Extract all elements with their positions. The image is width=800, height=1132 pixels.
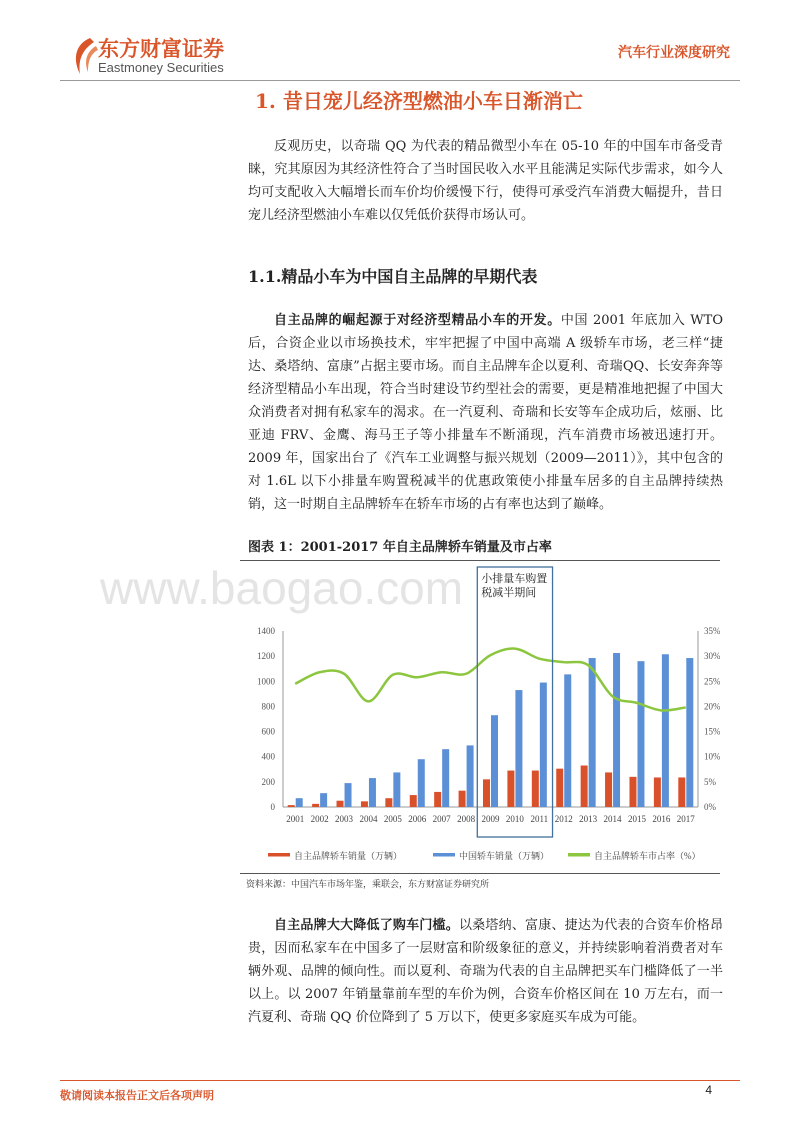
y2-tick-label: 25% — [704, 676, 720, 687]
y-tick-label: 1000 — [257, 676, 275, 687]
legend-label: 自主品牌轿车销量（万辆） — [294, 851, 403, 861]
legend-swatch — [268, 853, 290, 857]
chart — [240, 561, 720, 873]
x-tick-label: 2001 — [286, 814, 305, 824]
x-tick-label: 2013 — [579, 814, 598, 824]
bar-china-sales — [320, 793, 327, 807]
bar-china-sales — [369, 778, 376, 807]
bar-china-sales — [442, 749, 449, 807]
x-tick-label: 2003 — [335, 814, 354, 824]
bar-china-sales — [418, 759, 425, 807]
y-tick-label: 1200 — [257, 651, 275, 662]
y2-tick-label: 0% — [704, 802, 716, 812]
figure-bottom-rule — [240, 873, 720, 874]
x-tick-label: 2012 — [554, 814, 573, 824]
x-tick-label: 2017 — [676, 814, 695, 824]
bar-domestic-sales — [605, 772, 612, 807]
bar-china-sales — [467, 745, 474, 807]
bar-domestic-sales — [556, 769, 563, 807]
x-tick-label: 2009 — [481, 814, 500, 824]
bar-china-sales — [393, 772, 400, 807]
bar-domestic-sales — [678, 777, 685, 807]
bar-domestic-sales — [532, 771, 539, 807]
bar-china-sales — [564, 674, 571, 807]
y-tick-label: 0 — [270, 802, 275, 812]
bar-china-sales — [589, 658, 596, 807]
bar-domestic-sales — [312, 804, 319, 807]
y-tick-label: 400 — [261, 751, 275, 762]
bar-domestic-sales — [483, 779, 490, 807]
bar-domestic-sales — [385, 798, 392, 807]
bar-china-sales — [637, 661, 644, 807]
y2-tick-label: 35% — [704, 626, 720, 636]
bar-china-sales — [345, 783, 352, 807]
y-tick-label: 600 — [261, 726, 275, 737]
paragraph: 反观历史，以奇瑞 QQ 为代表的精品微型小车在 05-10 年的中国车市备受青睐，究其原因为其经济性符合了当时国民收入水平且能满足实际代步需求，如今人均可支配收入大幅增长而车价均价缓慢下行，使得可承受汽车消费大幅提升，昔日宠儿经济型燃油小车难以仅凭低价获得市场认可。 — [248, 139, 723, 223]
x-tick-label: 2015 — [627, 814, 646, 824]
x-tick-label: 2016 — [652, 814, 671, 824]
annotation-text: 税减半期间 — [481, 587, 537, 599]
logo-en: Eastmoney Securities — [98, 60, 224, 75]
bar-domestic-sales — [410, 795, 417, 807]
bar-domestic-sales — [654, 777, 661, 807]
paragraph-lead: 自主品牌大大降低了购车门槛。 — [274, 918, 459, 933]
x-tick-label: 2010 — [505, 814, 524, 824]
footer-divider — [60, 1080, 740, 1081]
figure-source: 资料来源：中国汽车市场年鉴，乘联会，东方财富证券研究所 — [246, 880, 490, 890]
bar-domestic-sales — [361, 801, 368, 807]
figure — [100, 538, 720, 892]
y2-tick-label: 10% — [704, 751, 720, 762]
logo-flame-icon — [68, 36, 98, 76]
bar-domestic-sales — [629, 777, 636, 807]
bar-china-sales — [515, 690, 522, 807]
x-tick-label: 2005 — [383, 814, 402, 824]
bar-domestic-sales — [337, 801, 344, 807]
legend-label: 中国轿车销量（万辆） — [459, 851, 550, 861]
footer-disclaimer: 敬请阅读本报告正文后各项声明 — [60, 1089, 214, 1102]
bar-domestic-sales — [288, 805, 295, 807]
page-number: 4 — [705, 1083, 712, 1097]
legend-swatch — [568, 853, 590, 857]
x-tick-label: 2008 — [457, 814, 476, 824]
x-tick-label: 2006 — [408, 814, 427, 824]
y2-tick-label: 5% — [704, 776, 716, 787]
bar-domestic-sales — [459, 791, 466, 807]
y2-tick-label: 20% — [704, 701, 720, 712]
report-type: 汽车行业深度研究 — [618, 45, 730, 61]
x-tick-label: 2011 — [530, 814, 549, 824]
header-divider — [60, 80, 740, 81]
watermark: www.baogao.com — [100, 562, 464, 614]
annotation-text: 小排量车购置 — [481, 573, 548, 585]
x-tick-label: 2004 — [359, 814, 378, 824]
subsection-heading: 1.1.精品小车为中国自主品牌的早期代表 — [248, 267, 538, 286]
line-market-share — [295, 649, 686, 711]
bar-china-sales — [491, 715, 498, 807]
bar-china-sales — [540, 683, 547, 807]
legend-label: 自主品牌轿车市占率（%） — [594, 851, 701, 861]
x-tick-label: 2002 — [310, 814, 329, 824]
bar-china-sales — [296, 798, 303, 807]
logo-cn: 东方财富证券 — [98, 37, 224, 61]
legend-swatch — [433, 853, 455, 857]
figure-title: 图表 1：2001-2017 年自主品牌轿车销量及市占率 — [248, 540, 552, 555]
paragraph-body: 以桑塔纳、富康、捷达为代表的合资车价格昂贵，因而私家车在中国多了一层财富和阶级象征的意义，并持续影响着消费者对车辆外观、品牌的倾向性。而以夏利、奇瑞为代表的自主品牌把买车门槛降低了一半以上。以 2007 年销量靠前车型的车价为例，合资车价格区间在 10 万左右，而一汽夏利、奇瑞 QQ 价位降到了 5 万以下，使更多家庭买车成为可能。 — [248, 918, 723, 1025]
paragraph-lead: 自主品牌的崛起源于对经济型精品小车的开发。 — [274, 313, 561, 328]
bar-china-sales — [613, 653, 620, 807]
section-heading: 1. 昔日宠儿经济型燃油小车日渐消亡 — [255, 89, 583, 113]
bar-china-sales — [662, 654, 669, 807]
y2-tick-label: 30% — [704, 651, 720, 662]
bar-domestic-sales — [581, 766, 588, 807]
chart-area — [100, 561, 720, 873]
y-tick-label: 800 — [261, 701, 275, 712]
content-column — [100, 86, 723, 1029]
x-tick-label: 2007 — [432, 814, 451, 824]
bar-domestic-sales — [507, 771, 514, 807]
paragraph — [248, 914, 723, 1029]
bar-domestic-sales — [434, 792, 441, 807]
y2-tick-label: 15% — [704, 726, 720, 737]
bar-china-sales — [686, 658, 693, 807]
logo — [68, 36, 224, 76]
x-tick-label: 2014 — [603, 814, 622, 824]
y-tick-label: 1400 — [257, 626, 275, 636]
y-tick-label: 200 — [261, 776, 275, 787]
paragraph — [248, 309, 723, 516]
paragraph-body: 中国 2001 年底加入 WTO 后，合资企业以市场换技术，牢牢把握了中国中高端 A 级轿车市场，老三样“捷达、桑塔纳、富康”占据主要市场。而自主品牌车企以夏利、奇瑞QQ、长安奔奔等经济型精品小车出现，符合当时建设节约型社会的需要，更是精准地把握了中国大众消费者对拥有私家车的渴求。在一汽夏利、奇瑞和长安等车企成功后，炫丽、比亚迪 FRV、金鹰、海马王子等小排量车不断涌现，汽车消费市场被迅速打开。2009 年，国家出台了《汽车工业调整与振兴规划（2009—2011）》，其中包含的对 1.6L 以下小排量车购置税减半的优惠政策使小排量车居多的自主品牌持续热销，这一时期自主品牌轿车在轿车市场的占有率也达到了巅峰。 — [248, 313, 723, 512]
